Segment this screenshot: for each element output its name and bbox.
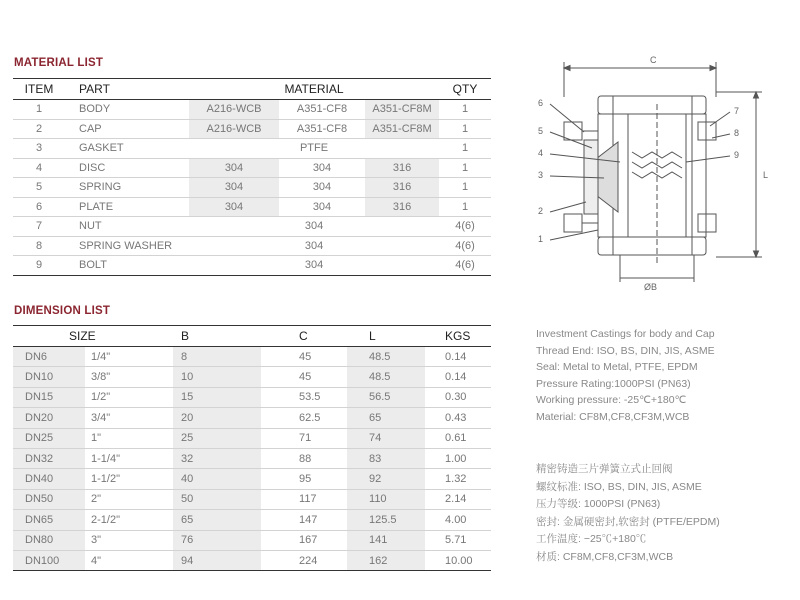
cell-size: 1/4" xyxy=(85,347,173,367)
dimension-row xyxy=(13,428,491,448)
cell-l: 65 xyxy=(347,408,425,428)
cell-b: 76 xyxy=(173,530,261,550)
cell-b: 20 xyxy=(173,408,261,428)
dimension-row xyxy=(13,469,491,489)
material-row xyxy=(13,100,491,120)
cell-c: 224 xyxy=(261,550,347,570)
cell-size: 1" xyxy=(85,428,173,448)
cell-l: 48.5 xyxy=(347,367,425,387)
notes-english xyxy=(536,326,715,425)
cell-l: 141 xyxy=(347,530,425,550)
cell-kgs: 0.30 xyxy=(425,387,491,407)
dimension-row xyxy=(13,489,491,509)
cell-item: 6 xyxy=(13,197,65,217)
cell-size: 3/4" xyxy=(85,408,173,428)
cell-dn: DN15 xyxy=(13,387,85,407)
callout-1: 1 xyxy=(538,234,544,244)
cell-material-1: 304 xyxy=(189,158,279,178)
cell-qty: 4(6) xyxy=(439,217,491,237)
callout-4: 4 xyxy=(538,148,544,158)
cell-c: 88 xyxy=(261,448,347,468)
dimension-row xyxy=(13,347,491,367)
cell-material-3: 316 xyxy=(365,158,439,178)
notes-chinese xyxy=(536,461,720,567)
cell-qty: 1 xyxy=(439,139,491,159)
cell-l: 110 xyxy=(347,489,425,509)
material-row xyxy=(13,217,491,237)
cell-material-3: A351-CF8M xyxy=(365,119,439,139)
dimension-table-header xyxy=(13,326,491,347)
cell-material-3: 316 xyxy=(365,178,439,198)
cell-size: 1/2" xyxy=(85,387,173,407)
cell-b: 25 xyxy=(173,428,261,448)
cell-dn: DN32 xyxy=(13,448,85,468)
dim-c-label: C xyxy=(650,55,657,65)
cell-item: 1 xyxy=(13,100,65,120)
callout-8: 8 xyxy=(734,128,740,138)
cell-b: 32 xyxy=(173,448,261,468)
cell-material-1: 304 xyxy=(189,178,279,198)
cell-dn: DN80 xyxy=(13,530,85,550)
cell-size: 2" xyxy=(85,489,173,509)
valve-cross-section-diagram xyxy=(520,52,790,292)
dimension-row xyxy=(13,408,491,428)
cell-c: 117 xyxy=(261,489,347,509)
cell-dn: DN10 xyxy=(13,367,85,387)
cell-material: 304 xyxy=(189,236,439,256)
cell-part: NUT xyxy=(65,217,189,237)
material-row xyxy=(13,197,491,217)
material-list-title: MATERIAL LIST xyxy=(14,57,104,69)
note-line: Thread End: ISO, BS, DIN, JIS, ASME xyxy=(536,344,715,357)
cell-c: 95 xyxy=(261,469,347,489)
cell-material-3: 316 xyxy=(365,197,439,217)
dimension-row xyxy=(13,448,491,468)
cell-size: 4" xyxy=(85,550,173,570)
dim-b-label: ØB xyxy=(644,282,658,292)
cell-item: 3 xyxy=(13,139,65,159)
cell-dn: DN100 xyxy=(13,550,85,570)
note-line: 材质: CF8M,CF8,CF3M,WCB xyxy=(536,550,674,563)
cell-c: 167 xyxy=(261,530,347,550)
cell-dn: DN40 xyxy=(13,469,85,489)
cell-c: 62.5 xyxy=(261,408,347,428)
material-row xyxy=(13,119,491,139)
cell-kgs: 1.32 xyxy=(425,469,491,489)
cell-qty: 1 xyxy=(439,119,491,139)
cell-part: GASKET xyxy=(65,139,189,159)
cell-kgs: 2.14 xyxy=(425,489,491,509)
note-line: 压力等级: 1000PSI (PN63) xyxy=(536,498,661,511)
cell-kgs: 10.00 xyxy=(425,550,491,570)
cell-l: 92 xyxy=(347,469,425,489)
cell-material-2: A351-CF8 xyxy=(279,119,365,139)
cell-l: 48.5 xyxy=(347,347,425,367)
material-row xyxy=(13,158,491,178)
note-line: Working pressure: -25℃+180℃ xyxy=(536,394,687,406)
callout-9: 9 xyxy=(734,150,740,160)
cell-dn: DN50 xyxy=(13,489,85,509)
dimension-row xyxy=(13,510,491,530)
material-row xyxy=(13,178,491,198)
dimension-row xyxy=(13,367,491,387)
cell-material-3: A351-CF8M xyxy=(365,100,439,120)
cell-size: 1-1/2" xyxy=(85,469,173,489)
cell-b: 8 xyxy=(173,347,261,367)
cell-part: SPRING WASHER xyxy=(65,236,189,256)
callout-6: 6 xyxy=(538,98,544,108)
note-line: Seal: Metal to Metal, PTFE, EPDM xyxy=(536,361,698,373)
cell-kgs: 0.43 xyxy=(425,408,491,428)
cell-part: BODY xyxy=(65,100,189,120)
cell-dn: DN65 xyxy=(13,510,85,530)
header-material: MATERIAL xyxy=(189,79,439,100)
cell-part: CAP xyxy=(65,119,189,139)
cell-l: 56.5 xyxy=(347,387,425,407)
header-qty: QTY xyxy=(439,79,491,100)
cell-c: 147 xyxy=(261,510,347,530)
header-b: B xyxy=(173,326,261,347)
cell-qty: 1 xyxy=(439,158,491,178)
dimension-row xyxy=(13,550,491,570)
cell-kgs: 1.00 xyxy=(425,448,491,468)
dimension-list-title: DIMENSION LIST xyxy=(14,305,111,317)
cell-material: 304 xyxy=(189,256,439,276)
cell-item: 8 xyxy=(13,236,65,256)
cell-part: DISC xyxy=(65,158,189,178)
material-table xyxy=(13,78,491,276)
cell-c: 45 xyxy=(261,347,347,367)
note-line: Investment Castings for body and Cap xyxy=(536,328,715,340)
material-row xyxy=(13,256,491,276)
cell-item: 2 xyxy=(13,119,65,139)
cell-item: 9 xyxy=(13,256,65,276)
callout-2: 2 xyxy=(538,206,544,216)
callout-5: 5 xyxy=(538,126,544,136)
cell-dn: DN6 xyxy=(13,347,85,367)
cell-kgs: 5.71 xyxy=(425,530,491,550)
header-kgs: KGS xyxy=(425,326,491,347)
cell-size: 3/8" xyxy=(85,367,173,387)
cell-material-2: 304 xyxy=(279,197,365,217)
cell-kgs: 0.14 xyxy=(425,347,491,367)
cell-dn: DN20 xyxy=(13,408,85,428)
cell-item: 5 xyxy=(13,178,65,198)
material-row xyxy=(13,139,491,159)
cell-b: 65 xyxy=(173,510,261,530)
cell-qty: 1 xyxy=(439,100,491,120)
cell-material: 304 xyxy=(189,217,439,237)
cell-b: 10 xyxy=(173,367,261,387)
cell-dn: DN25 xyxy=(13,428,85,448)
cell-material-2: A351-CF8 xyxy=(279,100,365,120)
header-item: ITEM xyxy=(13,79,65,100)
cell-qty: 4(6) xyxy=(439,236,491,256)
cell-part: BOLT xyxy=(65,256,189,276)
header-c: C xyxy=(261,326,347,347)
dimension-table xyxy=(13,325,491,571)
note-line: 螺纹标准: ISO, BS, DIN, JIS, ASME xyxy=(536,480,702,493)
cell-material-2: 304 xyxy=(279,158,365,178)
cell-size: 1-1/4" xyxy=(85,448,173,468)
callout-3: 3 xyxy=(538,170,544,180)
material-table-header xyxy=(13,79,491,100)
dim-l-label: L xyxy=(763,170,769,180)
cell-l: 74 xyxy=(347,428,425,448)
cell-c: 71 xyxy=(261,428,347,448)
cell-kgs: 0.14 xyxy=(425,367,491,387)
note-line: Material: CF8M,CF8,CF3M,WCB xyxy=(536,410,690,423)
note-line: Pressure Rating:1000PSI (PN63) xyxy=(536,377,691,390)
note-line: 密封: 金属硬密封,软密封 (PTFE/EPDM) xyxy=(536,515,720,528)
cell-c: 45 xyxy=(261,367,347,387)
cell-qty: 1 xyxy=(439,197,491,217)
cell-b: 40 xyxy=(173,469,261,489)
material-row xyxy=(13,236,491,256)
callout-7: 7 xyxy=(734,106,740,116)
cell-l: 125.5 xyxy=(347,510,425,530)
header-size: SIZE xyxy=(13,326,173,347)
cell-l: 83 xyxy=(347,448,425,468)
cell-material-1: A216-WCB xyxy=(189,100,279,120)
cell-b: 15 xyxy=(173,387,261,407)
cell-part: PLATE xyxy=(65,197,189,217)
note-line: 精密铸造三片弹簧立式止回阀 xyxy=(536,463,673,475)
dimension-row xyxy=(13,387,491,407)
cell-qty: 4(6) xyxy=(439,256,491,276)
dimension-row xyxy=(13,530,491,550)
cell-kgs: 0.61 xyxy=(425,428,491,448)
cell-material-1: A216-WCB xyxy=(189,119,279,139)
cell-l: 162 xyxy=(347,550,425,570)
note-line: 工作温度: −25℃+180℃ xyxy=(536,533,647,546)
cell-b: 50 xyxy=(173,489,261,509)
header-l: L xyxy=(347,326,425,347)
cell-item: 4 xyxy=(13,158,65,178)
cell-material-2: 304 xyxy=(279,178,365,198)
cell-b: 94 xyxy=(173,550,261,570)
cell-material-1: 304 xyxy=(189,197,279,217)
cell-item: 7 xyxy=(13,217,65,237)
cell-qty: 1 xyxy=(439,178,491,198)
header-part: PART xyxy=(65,79,189,100)
cell-size: 2-1/2" xyxy=(85,510,173,530)
cell-c: 53.5 xyxy=(261,387,347,407)
cell-part: SPRING xyxy=(65,178,189,198)
cell-size: 3" xyxy=(85,530,173,550)
cell-kgs: 4.00 xyxy=(425,510,491,530)
cell-material: PTFE xyxy=(189,139,439,159)
